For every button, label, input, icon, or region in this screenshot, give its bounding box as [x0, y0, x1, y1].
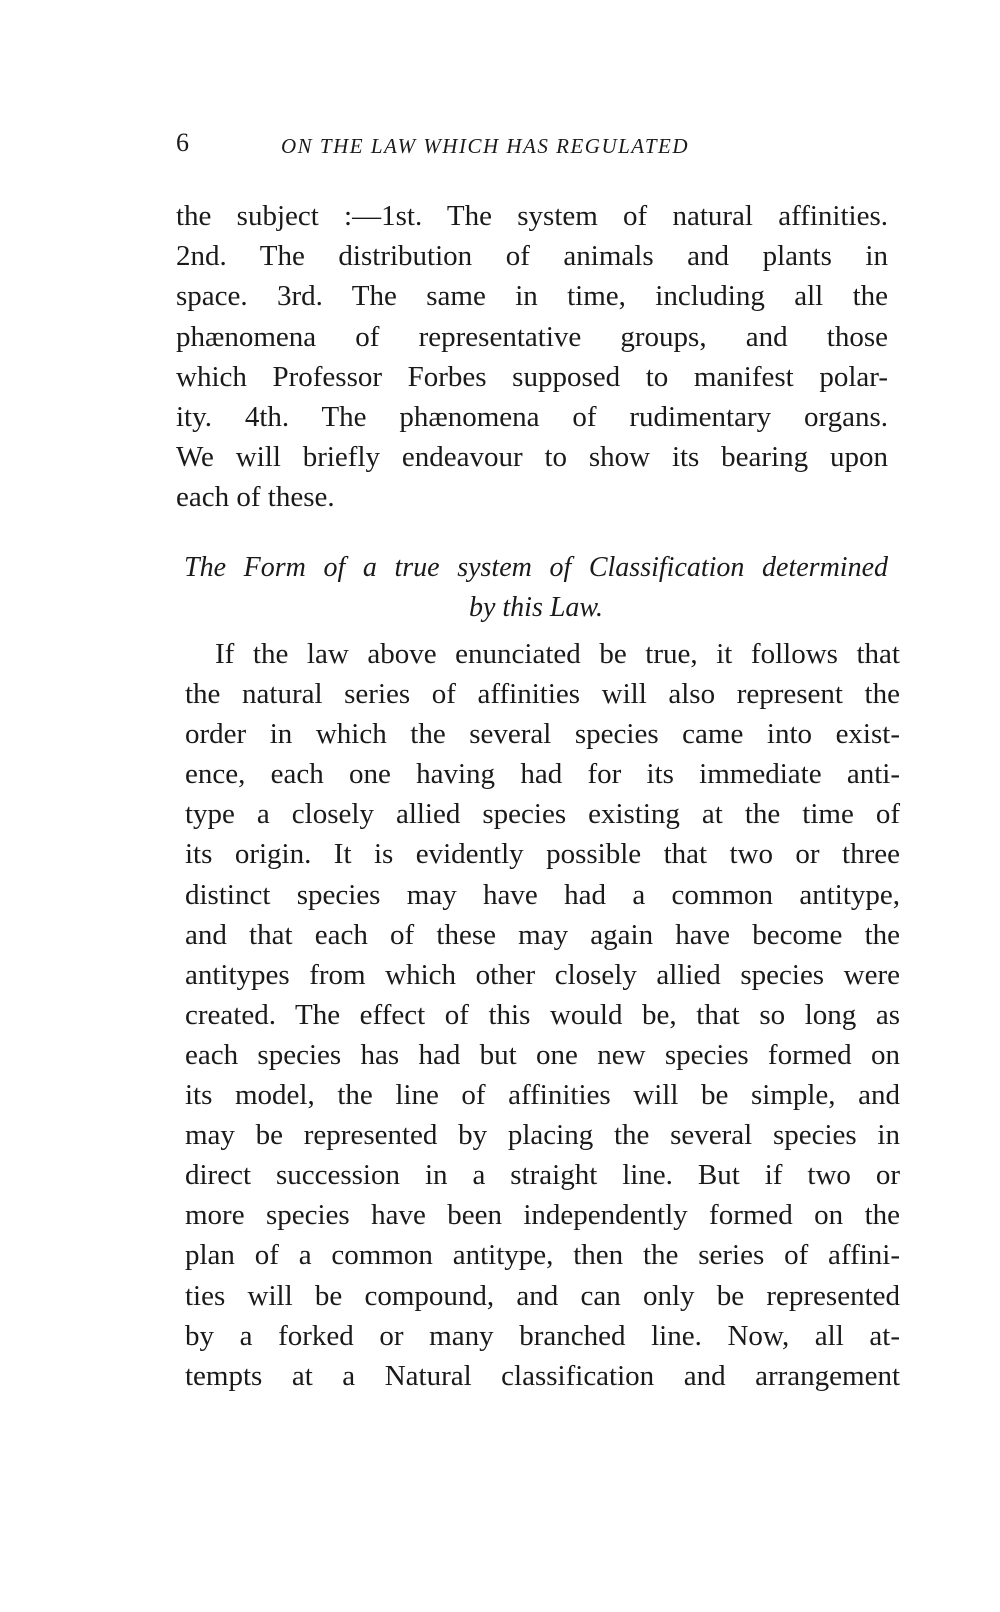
text-line: the natural series of affinities will also represent the: [185, 678, 900, 711]
running-title: ON THE LAW WHICH HAS REGULATED: [281, 134, 690, 158]
text-line: which Professor Forbes supposed to manifest polar-: [176, 360, 888, 393]
text-line: may be represented by placing the several species in: [185, 1119, 900, 1152]
paragraph-2: [185, 634, 900, 1396]
section-heading: [184, 548, 888, 628]
page-number: 6: [176, 128, 189, 157]
text-line: If the law above enunciated be true, it follows that: [215, 638, 900, 670]
text-line: order in which the several species came into exist-: [185, 718, 900, 751]
text-line: its model, the line of affinities will be simple, and: [185, 1079, 900, 1112]
text-line: space. 3rd. The same in time, including all the: [176, 280, 888, 313]
text-line: more species have been independently formed on the: [185, 1199, 900, 1232]
text-line: antitypes from which other closely allied species were: [185, 958, 900, 991]
running-head: [176, 128, 906, 168]
text-line: distinct species may have had a common antitype,: [185, 878, 900, 911]
text-line: We will briefly endeavour to show its bearing upon: [176, 441, 888, 474]
text-line: by a forked or many branched line. Now, all at-: [185, 1319, 900, 1352]
text-line: created. The effect of this would be, that so long as: [185, 998, 900, 1031]
text-line: its origin. It is evidently possible that two or three: [185, 838, 900, 871]
text-line: each of these.: [176, 481, 335, 514]
text-line: type a closely allied species existing at the time of: [185, 798, 900, 831]
text-line: ence, each one having had for its immediate anti-: [185, 758, 900, 791]
text-line: ity. 4th. The phænomena of rudimentary organs.: [176, 401, 888, 434]
text-line: direct succession in a straight line. But if two or: [185, 1159, 900, 1192]
text-line: the subject :—1st. The system of natural affinities.: [176, 200, 888, 232]
text-line: 2nd. The distribution of animals and plants in: [176, 240, 888, 273]
section-heading-line: The Form of a true system of Classification determined: [184, 552, 888, 583]
text-line: plan of a common antitype, then the series of affini-: [185, 1239, 900, 1272]
paragraph-1: [176, 196, 888, 518]
text-line: ties will be compound, and can only be represented: [185, 1279, 900, 1312]
section-heading-line: by this Law.: [468, 592, 604, 623]
text-line: tempts at a Natural classification and arrangement: [185, 1359, 900, 1392]
text-line: each species has had but one new species formed on: [185, 1038, 900, 1071]
text-line: phænomena of representative groups, and those: [176, 320, 888, 353]
text-line: and that each of these may again have become the: [185, 918, 900, 951]
